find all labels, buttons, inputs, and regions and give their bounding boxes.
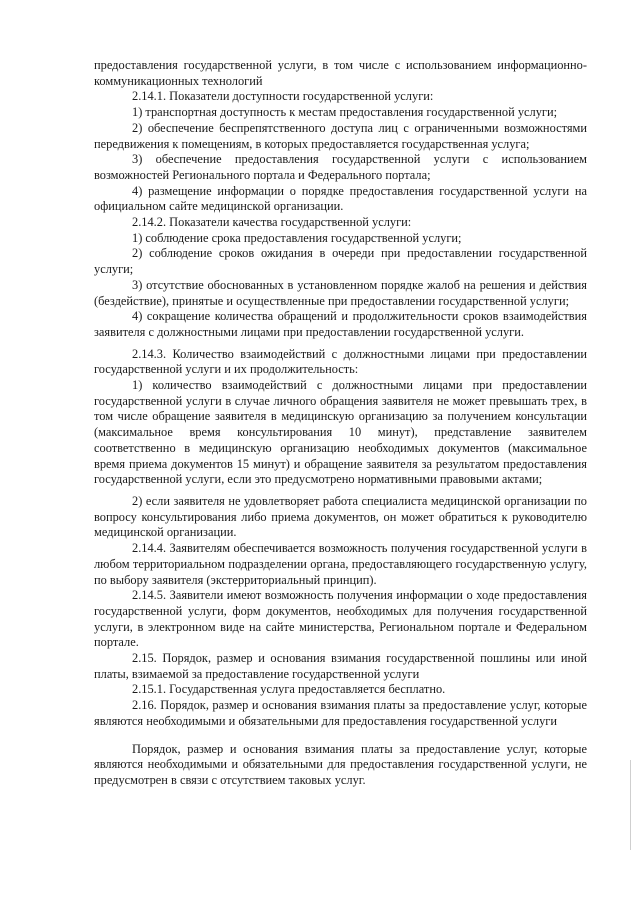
list-item-accessibility-4: 4) размещение информации о порядке предоставления государственной услуги на официальном сайте медицинской организации. xyxy=(94,183,587,214)
list-item-quality-1: 1) соблюдение срока предоставления государственной услуги; xyxy=(132,230,462,245)
section-2-14-4-paragraph: 2.14.4. Заявителям обеспечивается возможность получения государственной услуги в любом территориальном подразделении органа, предоставляющего государственную услугу, по выбору заявителя (экстерриториальный принцип). xyxy=(94,541,587,587)
scan-edge-mark xyxy=(630,760,631,850)
section-2-14-2-heading: 2.14.2. Показатели качества государственной услуги: xyxy=(132,215,412,230)
section-2-15-1-paragraph: 2.15.1. Государственная услуга предоставляется бесплатно. xyxy=(132,682,446,697)
list-item-interactions-2: 2) если заявителя не удовлетворяет работа специалиста медицинской организации по вопросу консультирования либо приема документов, он может обратиться к руководителю медицинской организации. xyxy=(94,493,587,540)
list-item-quality-4: 4) сокращение количества обращений и продолжительности сроков взаимодействия заявителя с должностными лицами при предоставлении государственной услуги. xyxy=(94,309,587,339)
list-item-quality-2: 2) соблюдение сроков ожидания в очереди при предоставлении государственной услуги; xyxy=(94,246,587,277)
list-item-accessibility-1: 1) транспортная доступность к местам предоставления государственной услуги; xyxy=(132,105,558,120)
section-2-16-heading: 2.16. Порядок, размер и основания взимания платы за предоставление услуг, которые являются необходимыми и обязательными для предоставления государственной услуги xyxy=(94,698,587,728)
section-2-14-1-heading: 2.14.1. Показатели доступности государственной услуги: xyxy=(132,89,434,104)
section-2-15-heading: 2.15. Порядок, размер и основания взимания государственной пошлины или иной платы, взимаемой за предоставление государственной услуги xyxy=(94,651,587,681)
section-2-14-5-paragraph: 2.14.5. Заявители имеют возможность получения информации о ходе предоставления государственной услуги, форм документов, необходимых для получения государственной услуги, в электронном виде на сайте министерства, Региональном портале и Федеральном портале. xyxy=(94,588,587,650)
list-item-accessibility-2: 2) обеспечение беспрепятственного доступа лиц с ограниченными возможностями передвижения к помещениям, в которых предоставляется государственная услуга; xyxy=(94,120,587,151)
section-2-16-body: Порядок, размер и основания взимания платы за предоставление услуг, которые являются необходимыми и обязательными для предоставления государственной услуги, не предусмотрен в связи с отсутствием таковых услуг. xyxy=(94,741,587,787)
list-item-quality-3: 3) отсутствие обоснованных в установленном порядке жалоб на решения и действия (бездействие), принятые и осуществленные при предоставлении государственной услуги; xyxy=(94,277,587,308)
list-item-interactions-1: 1) количество взаимодействий с должностными лицами при предоставлении государственной услуги в случае личного обращения заявителя не может превышать трех, в том числе обращение заявителя в медицинскую организацию за получением консультации (максимальное время консультирования 10 минут), представление заявителем соответственно в медицинскую организацию необходимых документов (максимальное время приема документов 15 минут) и обращение заявителя за результатом предоставления государственной услуги, если это предусмотрено нормативными правовыми актами; xyxy=(94,378,587,487)
section-2-14-3-heading: 2.14.3. Количество взаимодействий с должностными лицами при предоставлении государственной услуги и их продолжительность: xyxy=(94,346,587,377)
paragraph-intro-continuation: предоставления государственной услуги, в том числе с использованием информационно-коммуникационных технологий xyxy=(94,58,587,88)
list-item-accessibility-3: 3) обеспечение предоставления государственной услуги с использованием возможностей Регионального портала и Федерального портала; xyxy=(94,152,587,182)
